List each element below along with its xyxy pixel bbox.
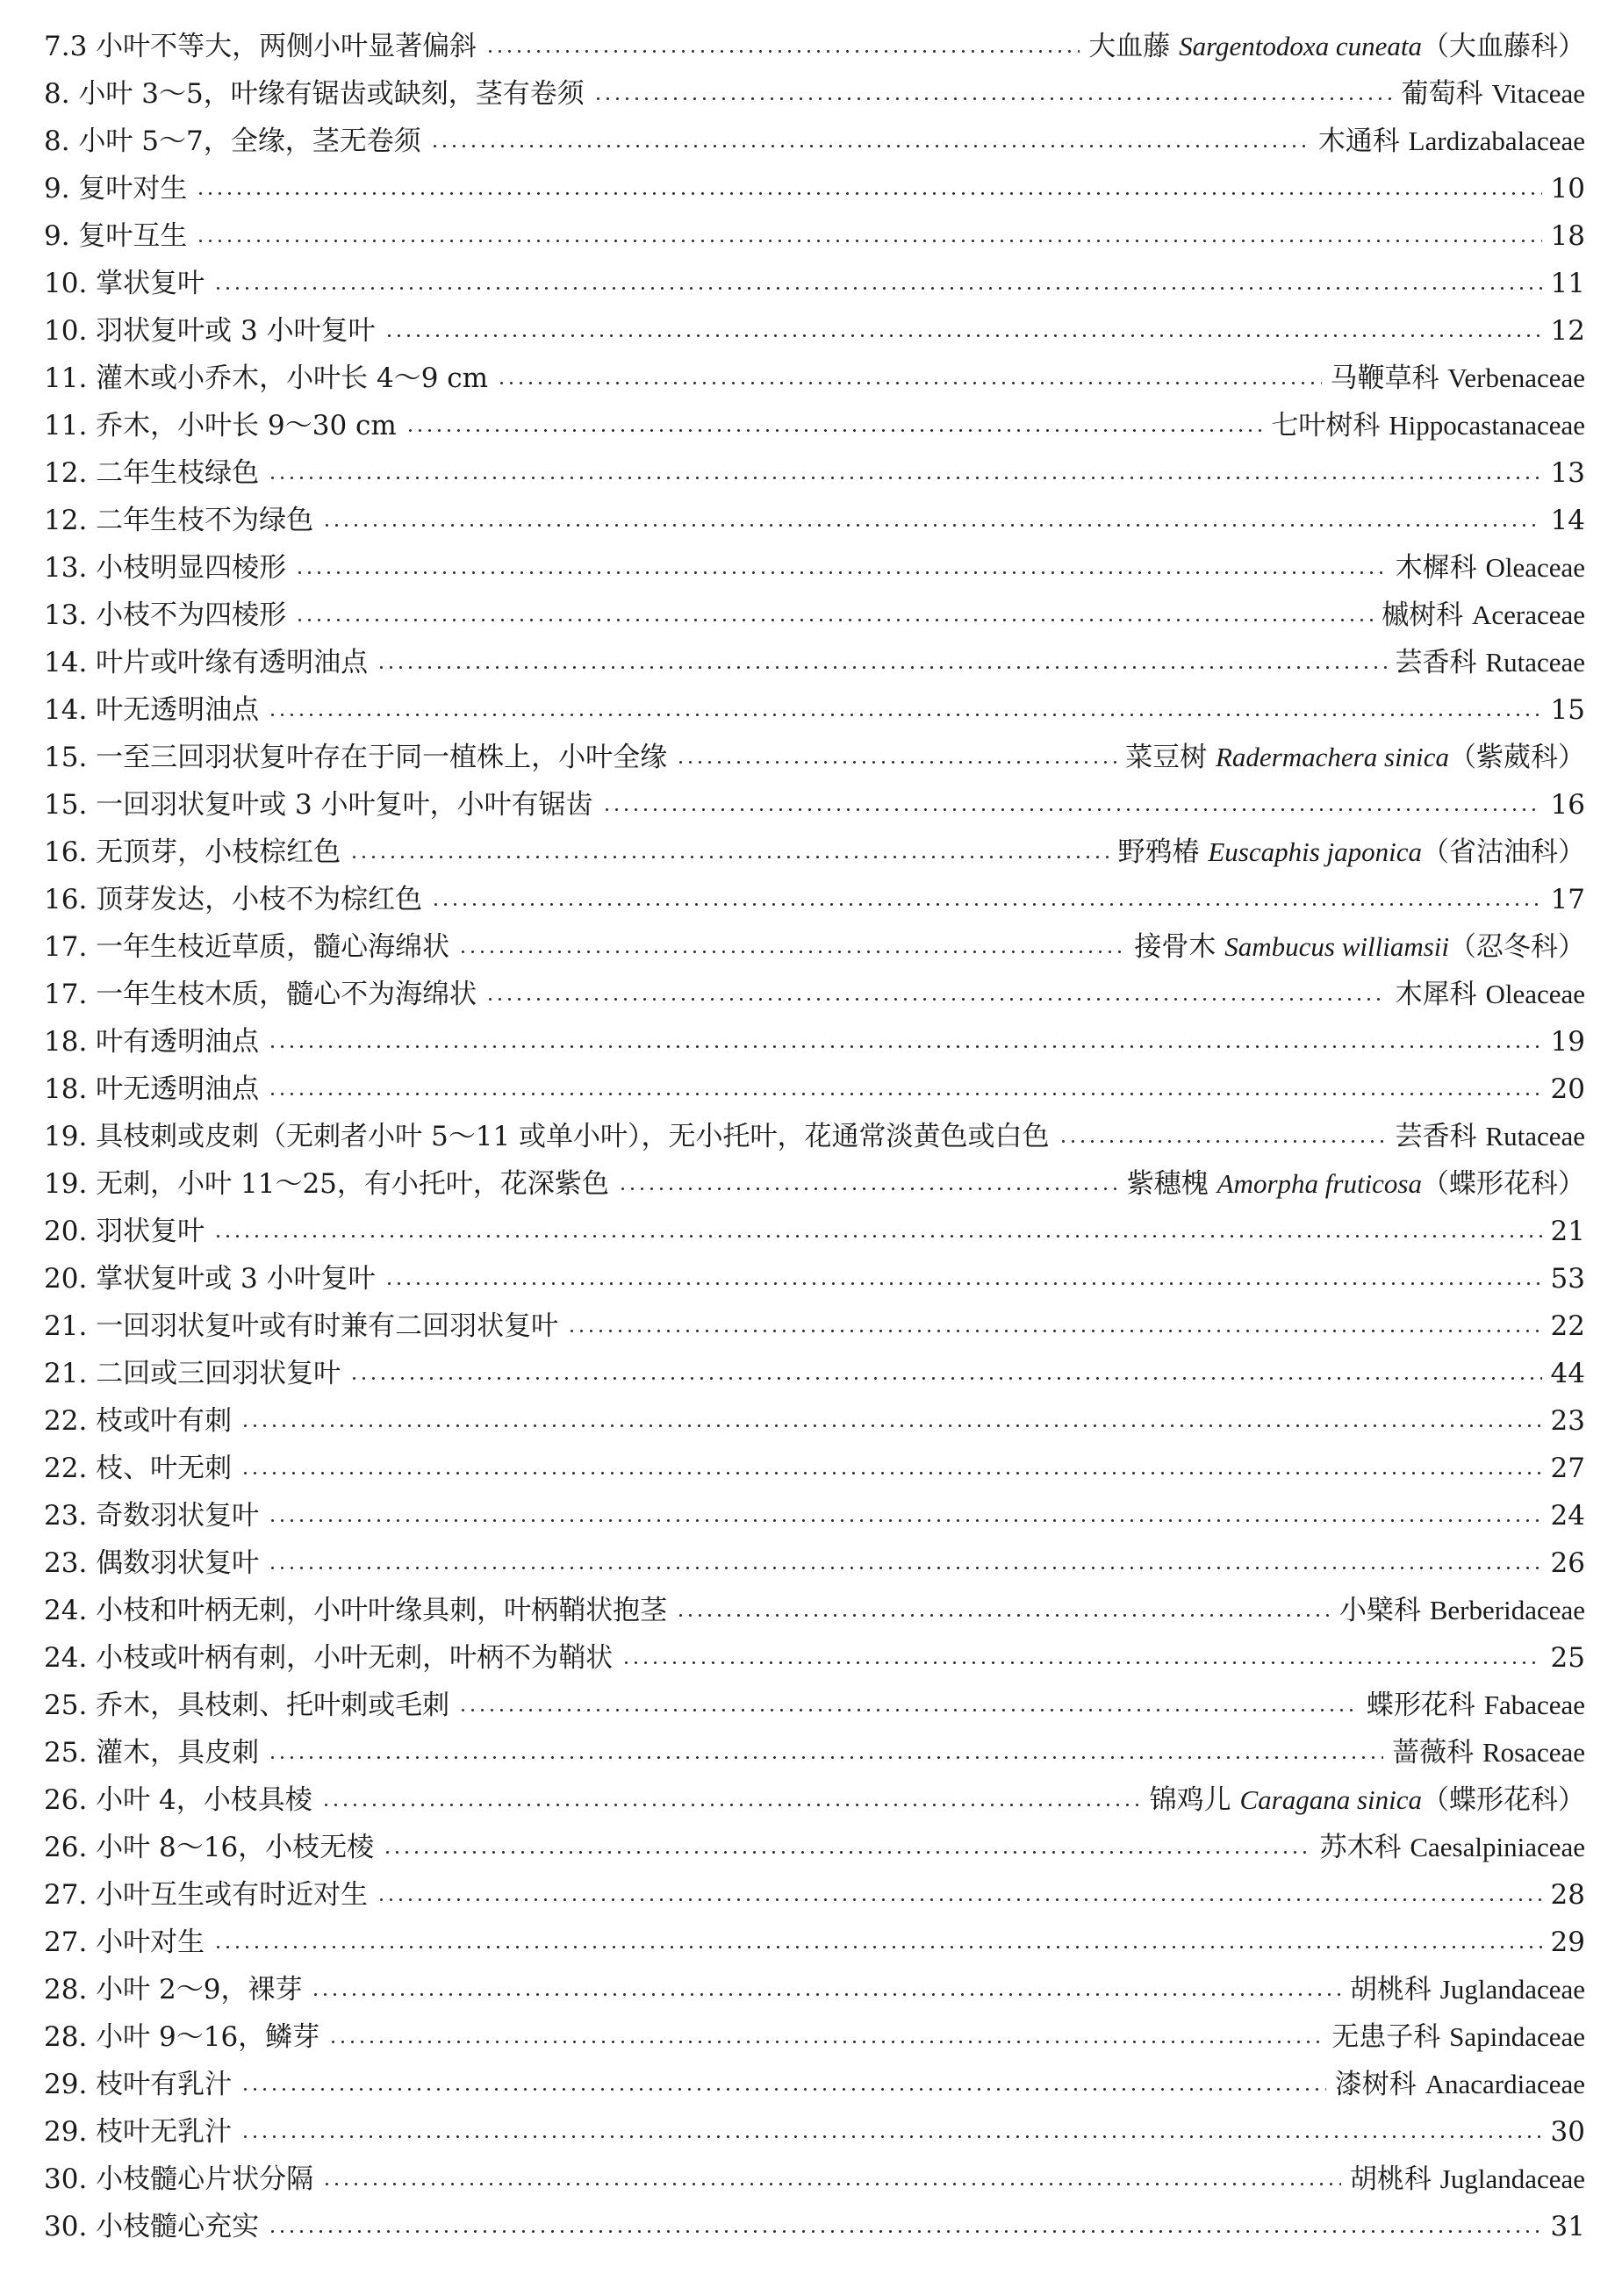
dot-leader	[321, 1804, 1141, 1806]
key-line	[44, 118, 1585, 165]
key-result	[1551, 1208, 1585, 1255]
family-latin-name: Rosaceae	[1482, 1737, 1585, 1768]
dot-leader	[676, 761, 1116, 764]
key-couplet-text: 20. 羽状复叶	[44, 1216, 205, 1247]
key-line	[44, 2156, 1585, 2203]
key-couplet-text: 16. 顶芽发达，小枝不为棕红色	[44, 884, 423, 915]
key-line	[44, 70, 1585, 118]
dot-leader	[384, 1282, 1542, 1285]
key-line	[44, 1397, 1585, 1445]
taxon-chinese-name: 胡桃科	[1349, 1974, 1432, 2005]
key-result	[1551, 1350, 1585, 1397]
family-note: （蝶形花科）	[1422, 1784, 1585, 1816]
dot-leader	[268, 1045, 1541, 1048]
key-result	[1134, 923, 1585, 971]
dot-leader	[268, 1756, 1383, 1759]
dot-leader	[196, 240, 1541, 242]
dot-leader	[213, 1235, 1541, 1238]
dot-leader	[196, 192, 1541, 195]
species-latin-name: Euscaphis japonica	[1208, 836, 1422, 867]
dot-leader	[593, 97, 1393, 100]
key-couplet-text: 21. 一回羽状复叶或有时兼有二回羽状复叶	[44, 1310, 559, 1342]
key-result	[1551, 497, 1585, 544]
key-result	[1551, 307, 1585, 355]
taxon-chinese-name: 木通科	[1317, 126, 1400, 157]
key-line	[44, 23, 1585, 70]
family-latin-name: Oleaceae	[1485, 979, 1585, 1009]
next-couplet-number: 20	[1550, 1073, 1585, 1105]
key-line	[44, 1113, 1585, 1160]
key-line	[44, 2061, 1585, 2108]
taxon-chinese-name: 紫穗槐	[1126, 1168, 1209, 1200]
next-couplet-number: 25	[1550, 1642, 1585, 1674]
key-couplet-text: 28. 小叶 2～9，裸芽	[44, 1974, 303, 2005]
next-couplet-number: 30	[1550, 2116, 1585, 2148]
family-latin-name: Vitaceae	[1491, 78, 1585, 109]
key-line	[44, 971, 1585, 1018]
dot-leader	[621, 1661, 1541, 1664]
key-line	[44, 1492, 1585, 1539]
dot-leader	[268, 1519, 1541, 1522]
dot-leader	[349, 856, 1109, 858]
dot-leader	[485, 998, 1386, 1001]
key-line	[44, 449, 1585, 497]
taxon-chinese-name: 马鞭草科	[1330, 362, 1439, 394]
dot-leader	[240, 2135, 1541, 2138]
key-line	[44, 307, 1585, 355]
family-latin-name: Juglandaceae	[1439, 1974, 1585, 2005]
key-couplet-text: 9. 复叶互生	[44, 220, 188, 252]
key-couplet-text: 21. 二回或三回羽状复叶	[44, 1358, 341, 1389]
key-result	[1551, 876, 1585, 923]
key-line	[44, 165, 1585, 212]
key-result	[1127, 1160, 1585, 1208]
key-result	[1551, 1634, 1585, 1682]
key-line	[44, 781, 1585, 829]
key-line	[44, 355, 1585, 402]
key-line	[44, 212, 1585, 260]
key-line	[44, 592, 1585, 639]
dot-leader	[1059, 1140, 1387, 1143]
dot-leader	[431, 903, 1541, 906]
key-line	[44, 1634, 1585, 1682]
key-result	[1339, 1587, 1585, 1634]
key-result	[1551, 781, 1585, 829]
taxon-chinese-name: 菜豆树	[1125, 742, 1208, 773]
next-couplet-number: 31	[1550, 2211, 1585, 2242]
key-result	[1551, 1539, 1585, 1587]
key-couplet-text: 12. 二年生枝绿色	[44, 457, 260, 489]
family-latin-name: Hippocastanaceae	[1389, 410, 1585, 441]
key-couplet-text: 10. 羽状复叶或 3 小叶复叶	[44, 315, 376, 347]
key-couplet-text: 27. 小叶对生	[44, 1926, 205, 1958]
key-result	[1551, 165, 1585, 212]
key-result	[1088, 23, 1585, 70]
key-result	[1551, 1445, 1585, 1492]
key-couplet-text: 11. 乔木，小叶长 9～30 cm	[44, 410, 397, 441]
identification-key-list	[44, 23, 1585, 2250]
next-couplet-number: 24	[1550, 1500, 1585, 1532]
family-note: （大血藤科）	[1422, 31, 1585, 62]
family-latin-name: Berberidaceae	[1429, 1595, 1585, 1625]
next-couplet-number: 16	[1550, 789, 1585, 821]
next-couplet-number: 13	[1550, 457, 1585, 489]
key-result	[1350, 1966, 1585, 2013]
family-latin-name: Lardizabalaceae	[1408, 126, 1585, 156]
dot-leader	[602, 808, 1542, 811]
key-couplet-text: 7.3 小叶不等大，两侧小叶显著偏斜	[44, 31, 477, 62]
key-couplet-text: 25. 灌木，具皮刺	[44, 1737, 260, 1769]
dot-leader	[268, 714, 1541, 716]
dot-leader	[213, 287, 1541, 290]
key-couplet-text: 29. 枝叶有乳汁	[44, 2069, 233, 2100]
key-line	[44, 1776, 1585, 1824]
key-couplet-text: 17. 一年生枝近草质，髓心海绵状	[44, 931, 450, 963]
key-couplet-text: 22. 枝或叶有刺	[44, 1405, 233, 1437]
key-line	[44, 260, 1585, 307]
dot-leader	[377, 666, 1386, 669]
key-couplet-text: 19. 具枝刺或皮刺（无刺者小叶 5～11 或单小叶），无小托叶，花通常淡黄色或白色	[44, 1121, 1050, 1152]
dot-leader	[384, 334, 1542, 337]
dot-leader	[322, 2183, 1341, 2185]
dot-leader	[458, 951, 1125, 953]
key-result	[1551, 1255, 1585, 1302]
key-result	[1396, 971, 1585, 1018]
key-line	[44, 1208, 1585, 1255]
family-latin-name: Juglandaceae	[1439, 2163, 1585, 2194]
key-line	[44, 1682, 1585, 1729]
key-line	[44, 1966, 1585, 2013]
taxon-chinese-name: 芸香科	[1395, 647, 1477, 678]
family-latin-name: Rutaceae	[1485, 647, 1585, 678]
key-line	[44, 1445, 1585, 1492]
key-result	[1551, 1919, 1585, 1966]
taxon-chinese-name: 木樨科	[1395, 552, 1477, 584]
key-couplet-text: 22. 枝、叶无刺	[44, 1453, 233, 1484]
dot-leader	[240, 1472, 1541, 1474]
taxon-chinese-name: 芸香科	[1395, 1121, 1477, 1152]
taxon-chinese-name: 小檗科	[1339, 1595, 1421, 1626]
key-couplet-text: 29. 枝叶无乳汁	[44, 2116, 233, 2148]
next-couplet-number: 44	[1550, 1358, 1585, 1389]
dot-leader	[268, 477, 1541, 479]
family-latin-name: Rutaceae	[1485, 1121, 1585, 1152]
key-line	[44, 1255, 1585, 1302]
species-latin-name: Sambucus williamsii	[1224, 931, 1449, 962]
key-couplet-text: 14. 叶无透明油点	[44, 694, 260, 726]
next-couplet-number: 27	[1550, 1453, 1585, 1484]
species-latin-name: Amorpha fruticosa	[1216, 1168, 1422, 1199]
key-result	[1367, 1682, 1585, 1729]
key-couplet-text: 15. 一至三回羽状复叶存在于同一植株上，小叶全缘	[44, 742, 668, 773]
key-result	[1392, 1729, 1585, 1776]
key-result	[1551, 260, 1585, 307]
key-result	[1402, 70, 1585, 118]
key-result	[1396, 639, 1585, 686]
taxon-chinese-name: 无患子科	[1331, 2021, 1441, 2053]
key-couplet-text: 27. 小叶互生或有时近对生	[44, 1879, 369, 1911]
next-couplet-number: 15	[1550, 694, 1585, 726]
key-line	[44, 497, 1585, 544]
key-result	[1551, 2108, 1585, 2156]
key-couplet-text: 8. 小叶 5～7，全缘，茎无卷须	[44, 126, 421, 157]
dot-leader	[485, 50, 1080, 53]
next-couplet-number: 23	[1550, 1405, 1585, 1437]
dot-leader	[295, 619, 1373, 621]
key-couplet-text: 16. 无顶芽，小枝棕红色	[44, 836, 341, 868]
key-line	[44, 1824, 1585, 1871]
key-line	[44, 2203, 1585, 2250]
next-couplet-number: 21	[1550, 1216, 1585, 1247]
key-couplet-text: 28. 小叶 9～16，鳞芽	[44, 2021, 320, 2053]
dot-leader	[295, 571, 1386, 574]
dot-leader	[406, 429, 1263, 432]
key-result	[1331, 355, 1585, 402]
family-latin-name: Oleaceae	[1485, 552, 1585, 583]
next-couplet-number: 12	[1550, 315, 1585, 347]
taxon-chinese-name: 蔷薇科	[1392, 1737, 1475, 1769]
taxon-chinese-name: 大血藤	[1088, 31, 1171, 62]
key-line	[44, 2108, 1585, 2156]
dot-leader	[268, 1093, 1541, 1095]
next-couplet-number: 18	[1550, 220, 1585, 252]
family-latin-name: Fabaceae	[1483, 1690, 1585, 1720]
dot-leader	[268, 2230, 1541, 2233]
key-line	[44, 686, 1585, 734]
dot-leader	[311, 1993, 1340, 1996]
key-couplet-text: 19. 无刺，小叶 11～25，有小托叶，花深紫色	[44, 1168, 609, 1200]
dot-leader	[383, 1851, 1310, 1854]
taxon-chinese-name: 胡桃科	[1349, 2163, 1432, 2195]
key-result	[1396, 1113, 1585, 1160]
key-line	[44, 1587, 1585, 1634]
key-couplet-text: 9. 复叶对生	[44, 173, 188, 204]
key-line	[44, 544, 1585, 592]
key-couplet-text: 12. 二年生枝不为绿色	[44, 505, 314, 536]
next-couplet-number: 11	[1550, 268, 1585, 299]
family-latin-name: Anacardiaceae	[1425, 2069, 1585, 2099]
species-latin-name: Caragana sinica	[1239, 1784, 1422, 1815]
key-result	[1335, 2061, 1585, 2108]
family-note: （蝶形花科）	[1422, 1168, 1585, 1200]
key-result	[1117, 829, 1585, 876]
key-result	[1551, 1065, 1585, 1113]
taxon-chinese-name: 蝶形花科	[1366, 1690, 1475, 1721]
next-couplet-number: 19	[1550, 1026, 1585, 1058]
key-result	[1125, 734, 1585, 781]
key-line	[44, 639, 1585, 686]
key-result	[1551, 212, 1585, 260]
key-couplet-text: 23. 偶数羽状复叶	[44, 1547, 260, 1579]
dot-leader	[240, 2088, 1326, 2091]
key-result	[1319, 1824, 1585, 1871]
key-couplet-text: 15. 一回羽状复叶或 3 小叶复叶，小叶有锯齿	[44, 789, 593, 821]
key-line	[44, 923, 1585, 971]
family-note: （忍冬科）	[1449, 931, 1585, 963]
key-couplet-text: 20. 掌状复叶或 3 小叶复叶	[44, 1263, 376, 1295]
key-result	[1551, 449, 1585, 497]
dot-leader	[240, 1424, 1541, 1427]
key-line	[44, 829, 1585, 876]
key-result	[1396, 544, 1585, 592]
key-result	[1551, 1492, 1585, 1539]
key-couplet-text: 13. 小枝明显四棱形	[44, 552, 287, 584]
key-line	[44, 1539, 1585, 1587]
key-result	[1551, 1302, 1585, 1350]
key-line	[44, 2013, 1585, 2061]
next-couplet-number: 26	[1550, 1547, 1585, 1579]
taxon-chinese-name: 葡萄科	[1401, 78, 1483, 110]
key-couplet-text: 10. 掌状复叶	[44, 268, 205, 299]
key-couplet-text: 23. 奇数羽状复叶	[44, 1500, 260, 1532]
key-line	[44, 1350, 1585, 1397]
family-latin-name: Aceraceae	[1471, 599, 1585, 630]
next-couplet-number: 22	[1550, 1310, 1585, 1342]
key-couplet-text: 8. 小叶 3～5，叶缘有锯齿或缺刻，茎有卷须	[44, 78, 585, 110]
key-line	[44, 1729, 1585, 1776]
dot-leader	[328, 2041, 1323, 2043]
key-result	[1331, 2013, 1585, 2061]
taxon-chinese-name: 锦鸡儿	[1149, 1784, 1231, 1816]
dot-leader	[430, 145, 1310, 147]
key-line	[44, 402, 1585, 449]
taxon-chinese-name: 七叶树科	[1271, 410, 1381, 441]
next-couplet-number: 53	[1550, 1263, 1585, 1295]
dot-leader	[377, 1898, 1541, 1901]
family-latin-name: Caesalpiniaceae	[1410, 1832, 1585, 1862]
key-couplet-text: 11. 灌木或小乔木，小叶长 4～9 cm	[44, 362, 489, 394]
key-result	[1382, 592, 1585, 639]
dot-leader	[497, 382, 1321, 384]
key-couplet-text: 26. 小叶 4，小枝具棱	[44, 1784, 312, 1816]
taxon-chinese-name: 接骨木	[1134, 931, 1216, 963]
taxon-chinese-name: 槭树科	[1382, 599, 1464, 631]
family-note: （紫葳科）	[1449, 742, 1585, 773]
dot-leader	[268, 1567, 1541, 1569]
key-couplet-text: 30. 小枝髓心片状分隔	[44, 2163, 314, 2195]
key-line	[44, 1065, 1585, 1113]
key-result	[1551, 1018, 1585, 1065]
next-couplet-number: 14	[1550, 505, 1585, 536]
taxon-chinese-name: 野鸦椿	[1117, 836, 1200, 868]
key-result	[1318, 118, 1585, 165]
key-couplet-text: 25. 乔木，具枝刺、托叶刺或毛刺	[44, 1690, 450, 1721]
dot-leader	[676, 1614, 1331, 1617]
key-result	[1551, 2203, 1585, 2250]
key-result	[1551, 1397, 1585, 1445]
species-latin-name: Radermachera sinica	[1215, 742, 1449, 772]
key-couplet-text: 17. 一年生枝木质，髓心不为海绵状	[44, 979, 477, 1010]
key-couplet-text: 18. 叶无透明油点	[44, 1073, 260, 1105]
dot-leader	[567, 1330, 1541, 1332]
family-latin-name: Sapindaceae	[1449, 2021, 1585, 2052]
key-result	[1350, 2156, 1585, 2203]
key-couplet-text: 30. 小枝髓心充实	[44, 2211, 260, 2242]
next-couplet-number: 17	[1550, 884, 1585, 915]
key-line	[44, 876, 1585, 923]
key-line	[44, 1919, 1585, 1966]
key-couplet-text: 14. 叶片或叶缘有透明油点	[44, 647, 369, 678]
dot-leader	[458, 1709, 1358, 1711]
key-line	[44, 734, 1585, 781]
species-latin-name: Sargentodoxa cuneata	[1179, 31, 1422, 61]
taxon-chinese-name: 苏木科	[1319, 1832, 1402, 1863]
key-couplet-text: 26. 小叶 8～16，小枝无棱	[44, 1832, 375, 1863]
key-couplet-text: 24. 小枝和叶柄无刺，小叶叶缘具刺，叶柄鞘状抱茎	[44, 1595, 668, 1626]
taxon-chinese-name: 木犀科	[1395, 979, 1477, 1010]
key-line	[44, 1018, 1585, 1065]
key-line	[44, 1871, 1585, 1919]
taxon-chinese-name: 漆树科	[1334, 2069, 1417, 2100]
dot-leader	[322, 524, 1541, 527]
key-result	[1551, 686, 1585, 734]
dot-leader	[349, 1377, 1541, 1380]
key-couplet-text: 24. 小枝或叶柄有刺，小叶无刺，叶柄不为鞘状	[44, 1642, 614, 1674]
next-couplet-number: 28	[1550, 1879, 1585, 1911]
key-line	[44, 1160, 1585, 1208]
family-note: （省沽油科）	[1422, 836, 1585, 868]
next-couplet-number: 10	[1550, 173, 1585, 204]
key-result	[1271, 402, 1585, 449]
family-latin-name: Verbenaceae	[1447, 362, 1585, 393]
dot-leader	[213, 1946, 1541, 1948]
next-couplet-number: 29	[1550, 1926, 1585, 1958]
key-result	[1150, 1776, 1585, 1824]
key-couplet-text: 18. 叶有透明油点	[44, 1026, 260, 1058]
key-couplet-text: 13. 小枝不为四棱形	[44, 599, 287, 631]
key-result	[1551, 1871, 1585, 1919]
key-line	[44, 1302, 1585, 1350]
dot-leader	[618, 1187, 1118, 1190]
